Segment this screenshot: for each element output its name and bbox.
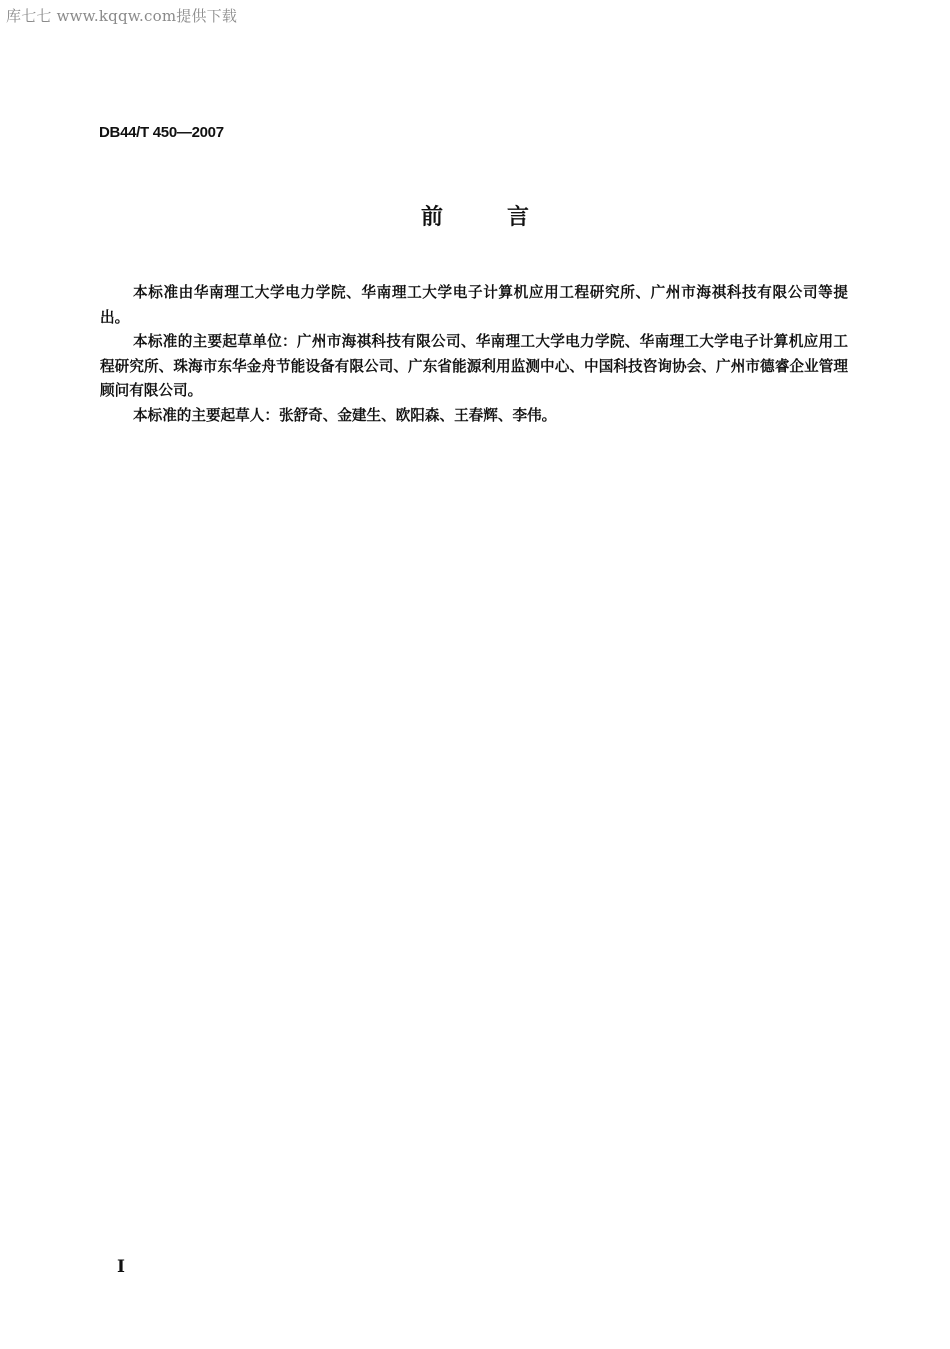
foreword-body bbox=[100, 281, 848, 428]
watermark-text: 库七七 www.kqqw.com提供下载 bbox=[6, 7, 238, 25]
paragraph-drafting-units: 本标准的主要起草单位：广州市海祺科技有限公司、华南理工大学电力学院、华南理工大学电子计算机应用工程研究所、珠海市东华金舟节能设备有限公司、广东省能源利用监测中心、中国科技咨询协会、广州市德睿企业管理顾问有限公司。 bbox=[100, 333, 848, 399]
page-number: I bbox=[117, 1257, 125, 1277]
paragraph-drafters: 本标准的主要起草人：张舒奇、金建生、欧阳森、王春辉、李伟。 bbox=[133, 406, 557, 424]
title-char-2: 言 bbox=[507, 205, 530, 230]
title-char-1: 前 bbox=[420, 205, 443, 230]
standard-code: DB44/T 450—2007 bbox=[99, 124, 224, 141]
page-title bbox=[0, 200, 950, 231]
paragraph-proposer: 本标准由华南理工大学电力学院、华南理工大学电子计算机应用工程研究所、广州市海祺科技有限公司等提出。 bbox=[100, 284, 848, 326]
